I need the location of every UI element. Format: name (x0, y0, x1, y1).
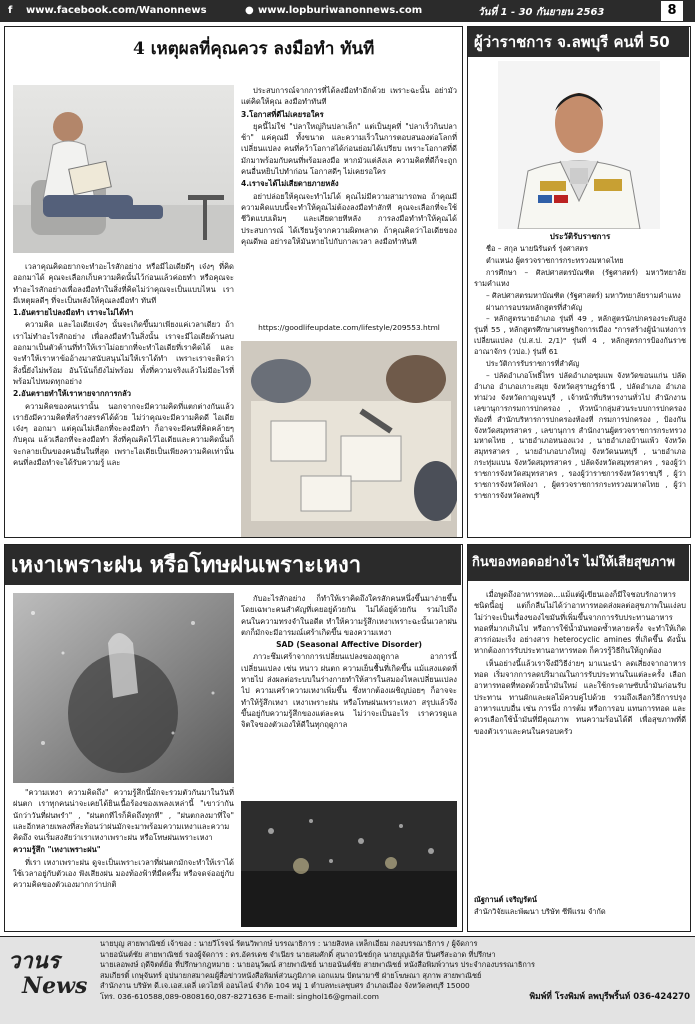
article-body: เมื่อพูดถึงอาหารทอด...แม้แต่ผู้เขียนเองก็มีใจชอบรักอาหารชนิดนี้อยู่ แต่ก็กลืนไม่ได้ว่าอาหารทอดส่งผลต่อสุขภาพในแง่ลบ ไม่ว่าจะเป็นเรื่องของไขมันที่เพิ่มขึ้นจากการรับประทานอาหารทอดที่มากเกินไป หรือการใช้น้ำมันทอดซ้ำหลายครั้ง จะทำให้เกิดสารก่อมะเร็ง อย่างสาร heterocyclic amines ที่เกิดขึ้น ดังนั้นหากต้องการรับประทานอาหารทอด ก็ควรรู้วิธีกินให้ถูกต้อง เห็นอย่างนี้แล้วเราจึงมีวิธีง่ายๆ มาแนะนำ ลดเสี่ยงจากอาหารทอด เริ่มจากการลดปริมาณในการรับประทานในแต่ละครั้ง เลือกอาหารทอดที่ทอดด้วยน้ำมันใหม่ และใช้กระดาษซับน้ำมันก่อนรับประทาน ทานผักและผลไม้ควบคู่ไปด้วย รวมถึงเลือกวิธีการปรุงอาหารแบบอื่น เช่น การนึ่ง การต้ม หรือการอบ แทนการทอด และควรเลือกใช้น้ำมันที่มีคุณภาพ ทนความร้อนได้ดี เพื่อสุขภาพที่ดีของตัวเราและคนในครอบครัว (474, 590, 686, 736)
governor-details: ชื่อ – สกุล นายนิรันดร์ รุ่งศาสตร ตำแหน่ง ผู้ตรวจราชการกระทรวงมหาดไทย การศึกษา – ศิลปศาสตรบัณฑิต (รัฐศาสตร์) มหาวิทยาลัยรามคำแหง – ศิลปศาสตรมหาบัณฑิต (รัฐศาสตร์) มหาวิทยาลัยรามคำแหง ผ่านการอบรมหลักสูตรที่สำคัญ – หลักสูตรนายอำเภอ รุ่นที่ 49 , หลักสูตรนักปกครองระดับสูง รุ่นที่ 55 , หลักสูตรศึกษาเศรษฐกิจการเมือง "การสร้างผู้นำแห่งการเปลี่ยนแปลง (ป.ส.ป. 2/1)" รุ่นที่ 4 , หลักสูตรการป้องกันราชอาณาจักร (วปอ.) รุ่นที่ 61 ประวัติการรับราชการที่สำคัญ – ปลัดอำเภอโพธิ์ไทร ปลัดอำเภอชุมแพ จังหวัดขอนแก่น ปลัดอำเภอ อำเภอเกาะสมุย จังหวัดสุราษฎร์ธานี , ปลัดอำเภอ อำเภอท่าม่วง จังหวัดกาญจนบุรี , เจ้าหน้าที่บริหารงานทั่วไป สำนักงานเลขานุการกรมการปกครอง , หัวหน้ากลุ่มส่วนระบบการปกครองท้องที่ สำนักบริหารการปกครองท้องที่ กรมการปกครอง , ป้องกันจังหวัดสมุทรสาคร , เลขานุการ สำนักงานผู้ตรวจราชการกระทรวงมหาดไทย , นายอำเภอหนองแวง , นายอำเภอบ้านแพ้ว จังหวัดสมุทรสาคร , นายอำเภอบางใหญ่ จังหวัดนนทบุรี , นายอำเภอกระทุ่มแบน จังหวัดสมุทรสาคร , ปลัดจังหวัดสมุทรสาคร , รองผู้ว่าราชการจังหวัดสมุทรสาคร , รองผู้ว่าราชการจังหวัดราชบุรี , ผู้ว่าราชการจังหวัดพังงา , ผู้ตรวจราชการกระทรวงมหาดไทย , ผู้ว่าราชการจังหวัดลพบุรี (474, 244, 686, 500)
contact-info: โทร. 036-610588,089-0808160,087-8271636 E-mail: singhol16@gmail.com (100, 991, 379, 1001)
article-column-2: กับอะไรสักอย่าง ก็ทำให้เราคิดถึงใครสักคนหนึ่งขึ้นมาง่ายขึ้น โดยเฉพาะคนสำคัญที่เคยอยู่ด้วยกัน ไม่ได้อยู่ด้วยกัน รวมไปถึงคนในความทรงจำในอดีต ทำให้ความรู้สึกเหงาเพราะฉะนั้นเวลาฝนตกก็มักจะมีอารมณ์เศร้าเกิดขึ้น ของความเหงา SAD (Seasonal Affective Disorder) ภาวะซึมเศร้าจากการเปลี่ยนแปลงของฤดูกาล อาการนี้เปลี่ยนแปลง เช่น หนาว ฝนตก ความเย็นชื้นที่เกิดขึ้น แม้แสงแดดที่หายไป ส่งผลต่อระบบในร่างกายทำให้สารในสมองไหลเปลี่ยนแปลงไป ความเศร้าความเหงาเพิ่มขึ้น ซึ่งหากต้องเผชิญบ่อยๆ ก็อาจจะทำให้รู้สึกเหงา เหงาเพราะฝน หรือโทษฝนเพราะเหงา สรุปแล้วจึงขึ้นอยู่กับความรู้สึกของแต่ละคน ไม่ว่าจะเป็นอะไร เราควรดูแลจิตใจของตัวเองให้ดีในทุกฤดูกาล (241, 594, 457, 730)
rain-window-photo (13, 593, 234, 783)
facebook-icon: f (8, 5, 13, 16)
author-organization: สำนักวิจัยและพัฒนา บริษัท ซีพีแรม จำกัด (474, 907, 606, 916)
article-rain-loneliness (4, 544, 463, 932)
article-title: เหงาเพราะฝน หรือโทษฝนเพราะเหงา (5, 545, 461, 585)
masthead-footer (0, 936, 695, 1024)
governor-profile (467, 26, 691, 538)
globe-icon: ● (245, 5, 254, 16)
article-caption-column: "ความเหงา ความคิดถึง" ความรู้สึกนี้มักจะรวมตัวกันมาในวันที่ฝนตก เราทุกคนน่าจะเคยได้ยินเนื้อร้องของเพลงเหล่านี้ "เขาว่ากันนักว่าวันที่ฝนพรำ" , "ฝนตกทีไรก็คิดถึงทุกที" , "ฝนตกลงมาที่ใจ" และอีกหลายเพลงที่สะท้อนว่าฝนมักจะมาพร้อมความเหงาและความคิดถึง จนเริ่มสงสัยว่าเราเหงาเพราะฝน หรือโทษฝนเพราะเหงา ความรู้สึก "เหงาเพราะฝน" ที่เรา เหงาเพราะฝน ดูจะเป็นเพราะเวลาที่ฝนตกมักจะทำให้เราได้ใช้เวลาอยู่กับตัวเอง ฟังเสียงฝน มองท้องฟ้าที่มืดครึ้ม หรือจดจ่ออยู่กับความคิดของตัวเองมากกว่าปกติ (13, 788, 234, 890)
article-fried-food (467, 544, 691, 932)
governor-title: ผู้ว่าราชการ จ.ลพบุรี คนที่ 50 (468, 27, 689, 57)
article-author: ณัฐกานต์ เจริญรัตน์ (474, 895, 537, 904)
facebook-url[interactable]: www.facebook.com/Wanonnews (26, 5, 207, 16)
article-column-1: เวลาคุณคิดอยากจะทำอะไรสักอย่าง หรือมีไอเดียดีๆ เจ๋งๆ ที่คิดออกมาได้ คุณจะเลือกเก็บความคิดนั้นไว้ก่อนแล้วค่อยทำ หรือคุณจะทำอะไรสักอย่างเพื่อลงมือทำในสิ่งที่คิดไม่ว่าคุณจะเป็นแบบไหน เรามีเหตุผลดีๆ ที่จะเป็นพลังให้คุณลงมือทำ ทันที 1.อันตรายไปลงมือทำ เราจะไม่ได้ทำ ความคิด และไอเดียเจ๋งๆ นั้นจะเกิดขึ้นมาเพียงแค่เวลาเดียว ถ้าเราไม่ทำอะไรสักอย่าง เพื่อลงมือทำในสิ่งนั้น เราจะมีไอเดียด้านลบออกมาเป็นตัวต้านที่ทำให้เราไม่อยากที่จะทำไอเดียที่เราคิดได้ และจะทำให้เราหาข้ออ้างมาสนับสนุนไม่ให้เราได้ทำ เพราะเราจะติดว่า สิ่งนี้ยังไม่พร้อม อันโน้นก็ยังไม่พร้อม ทั้งที่ความจริงแล้วไม่มีอะไรที่พร้อมไปหมดทุกอย่าง 2.อันตรายทำให้เราหายจากการกลัว ความคิดของคนเรานั้น นอกจากจะมีความคิดที่แตกต่างกันแล้ว เรายังมีความคิดที่สร้างสรรค์ได้ด้วย ไม่ว่าคุณจะมีความคิดดี ไอเดียเจ๋งๆ ออกมา แต่คุณไม่เลือกที่จะลงมือทำ ก็อาจจะมีคนที่คิดคล้ายๆ กับคุณ แล้วเลือกที่จะลงมือทำ สิ่งที่คุณคิดไว้ไอเดียและความคิดนั้นก็จะกลายเป็นของคนอื่นในที่สุด เพราะไอเดียเป็นเพียงความคิดเท่านั้น คนที่ลงมือทำจะได้รับความรู้ และ (13, 262, 234, 468)
meeting-photo (241, 341, 457, 537)
page-number: 8 (661, 1, 683, 21)
page-header (0, 0, 695, 22)
website-url[interactable]: www.lopburiwanonnews.com (258, 5, 423, 16)
man-reading-photo (13, 85, 234, 253)
rain-car-window-photo (241, 801, 457, 927)
masthead-credits: นายบุญ สายพาณิชย์ เจ้าของ : นายวีโรจน์ รัตนวิพากษ์ บรรณาธิการ : นายสิงหล เหล็กเอี่ยม กองบรรณาธิการ / ผู้จัดการ นายอนันต์ชัย สายพาณิชย์ รองผู้จัดการ : ดร.อัครเดช จำเนียร นายสมศักดิ์ สุนาถวนิชย์กุล นายบุญเอิร์ส ปิ่นศรีสะอาด ที่ปรึกษา นายเลอพงษ์ ฤดีจิตต์ย้อ ที่ปรึกษากฎหมาย : นายอนุวัฒน์ สายพาณิชย์ นายอนันต์ชัย สายพาณิชย์ หนังสือพิมพ์วานร ประจำกองบรรณาธิการ สมเกียรติ์ เกษุจันทร์ อุปนายกสมาคมผู้สื่อข่าวหนังสือพิมพ์ส่วนภูมิภาค เอกแมน ปัตนามาซี ฝ่ายโฆษณา สุภาพ สายพาณิชย์ สำนักงาน บริษัท ดี.เจ.เอส.เดลี่ เดวไฮฟ์ ออนไลน์ จำกัด 104 หมู่ 1 ตำบลทะเลชุบศร อำเภอเมือง จังหวัดลพบุรี 15000 โทร. 036-610588,089-0808160,087-8271636 E-mail: singhol16@gmail.com พิมพ์ที่ โรงพิมพ์ ลพบุรีพริ้นท์ 036-424270 (100, 939, 690, 1002)
printer-info: พิมพ์ที่ โรงพิมพ์ ลพบุรีพริ้นท์ 036-424270 (529, 991, 690, 1002)
article-column-2: ประสบการณ์จากการที่ได้ลงมือทำอีกด้วย เพราะฉะนั้น อย่ามัวแต่คิดให้คุณ ลงมือทำทันที 3.โอกาสที่ดีไม่เคยรอใคร ยุคนี้ไม่ใช่ "ปลาใหญ่กินปลาเล็ก" แต่เป็นยุคที่ "ปลาเร็วกินปลาช้า" แค่คุณมี ทั้งขนาด และความเร็วในการตอบสนองต่อโลกที่เปลี่ยนแปลง คนที่คว้าโอกาสได้ก่อนย่อมได้เปรียบ เพราะโอกาสที่ดีมักมาพร้อมกับคนที่พร้อมลงมือ หากมัวแต่ลังเล ความคิดที่ดีก็จะถูกคนอื่นหยิบไปทำก่อน โอกาสดีๆ ไม่เคยรอใคร 4.เราจะได้ไม่เสียดายภายหลัง อย่าปล่อยให้คุณจะทำไม่ได้ คุณไม่มีความสามารถพอ ถ้าคุณมีความคิดแบบนี้จะทำให้คุณไม่ต้องลงมือทำสักที คุณจะเลือกที่จะใช้ชีวิตแบบเดิมๆ และเสียดายทีหลัง การลงมือทำทำให้คุณได้ประสบการณ์ ได้เรียนรู้จากความผิดพลาด ถ้าคุณคิดว่าไอเดียของคุณดีพอ อย่ารอให้มันหายไปกับกาลเวลา ลงมือทำทันที (241, 86, 457, 246)
issue-date: วันที่ 1 - 30 กันยายน 2563 (478, 7, 605, 18)
career-heading: ประวัติรับราชการ (549, 232, 611, 241)
wanon-news-logo: วานร News (8, 949, 88, 999)
article-title: กินของทอดอย่างไร ไม่ให้เสียสุขภาพ (468, 545, 689, 581)
governor-portrait (498, 61, 660, 229)
source-link[interactable]: https://goodlifeupdate.com/lifestyle/209553.html (258, 323, 440, 332)
article-decision (4, 26, 463, 538)
article-title: 4 เหตุผลที่คุณควร ลงมือทำ ทันที (133, 39, 375, 59)
